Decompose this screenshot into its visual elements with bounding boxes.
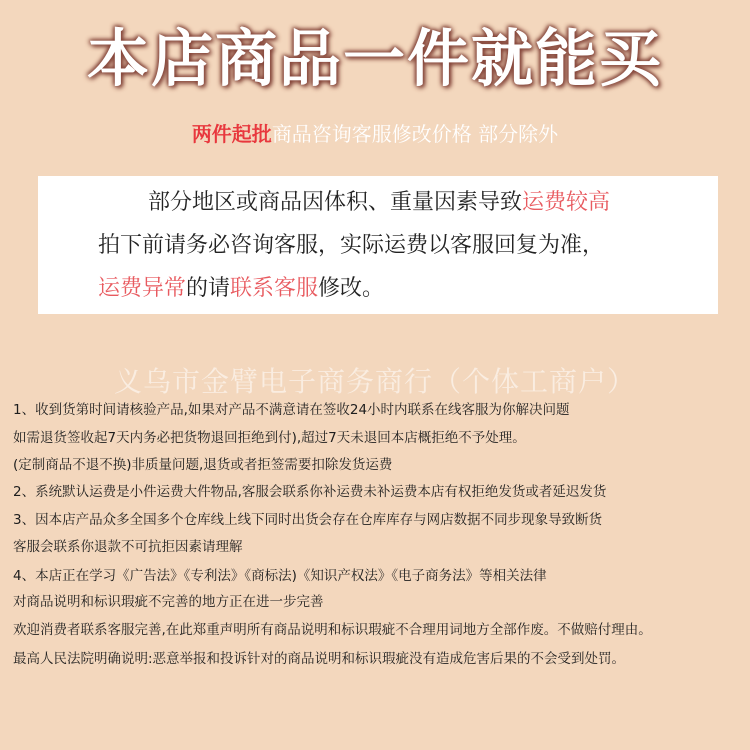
- policy-line: (定制商品不退不换)非质量问题,退货或者拒签需要扣除发货运费: [13, 457, 393, 473]
- notice-line-1-text: 部分地区或商品因体积、重量因素导致: [148, 190, 523, 215]
- policy-line: 最高人民法院明确说明:恶意举报和投诉针对的商品说明和标识瑕疵没有造成危害后果的不会受到处罚。: [13, 651, 626, 667]
- subtitle-text: 商品咨询客服修改价格 部分除外: [271, 122, 559, 146]
- policy-line: 对商品说明和标识瑕疵不完善的地方正在进一步完善: [13, 594, 324, 610]
- subtitle: [0, 120, 750, 148]
- notice-line-1: [148, 188, 610, 218]
- shipping-notice-box: [38, 176, 718, 314]
- policy-line: 欢迎消费者联系客服完善,在此郑重声明所有商品说明和标识瑕疵不合理用词地方全部作废。不做赔付理由。: [13, 622, 652, 638]
- notice-line-3-red-1: 运费异常: [98, 276, 187, 301]
- notice-line-3-red-2: 联系客服: [230, 276, 319, 301]
- notice-line-3: [98, 274, 384, 304]
- policy-line: 4、本店正在学习《广告法》《专利法》《商标法)《知识产权法》《电子商务法》等相关法律: [13, 568, 547, 584]
- policy-line: 如需退货签收起7天内务必把货物退回拒绝到付),超过7天未退回本店概拒绝不予处理。: [13, 430, 526, 446]
- policy-line: 客服会联系你退款不可抗拒因素请理解: [13, 539, 243, 555]
- notice-line-3-end: 修改。: [318, 276, 385, 301]
- policy-line: 1、收到货第时间请核验产品,如果对产品不满意请在签收24小时内联系在线客服为你解决问题: [13, 402, 570, 418]
- policy-line: 3、因本店产品众多全国多个仓库线上线下同时出货会存在仓库库存与网店数据不同步现象导致断货: [13, 512, 603, 528]
- page-title: 本店商品一件就能买: [86, 22, 663, 95]
- notice-line-2: 拍下前请务必咨询客服，实际运费以客服回复为准，: [98, 233, 605, 258]
- subtitle-highlight: 两件起批: [191, 122, 272, 146]
- policy-line: 2、系统默认运费是小件运费大件物品,客服会联系你补运费未补运费本店有权拒绝发货或者延迟发货: [13, 484, 607, 500]
- notice-line-1-red: 运费较高: [522, 190, 611, 215]
- notice-line-3-mid: 的请: [186, 276, 231, 301]
- shop-watermark: 义乌市金臂电子商务商行（个体工商户）: [113, 365, 636, 398]
